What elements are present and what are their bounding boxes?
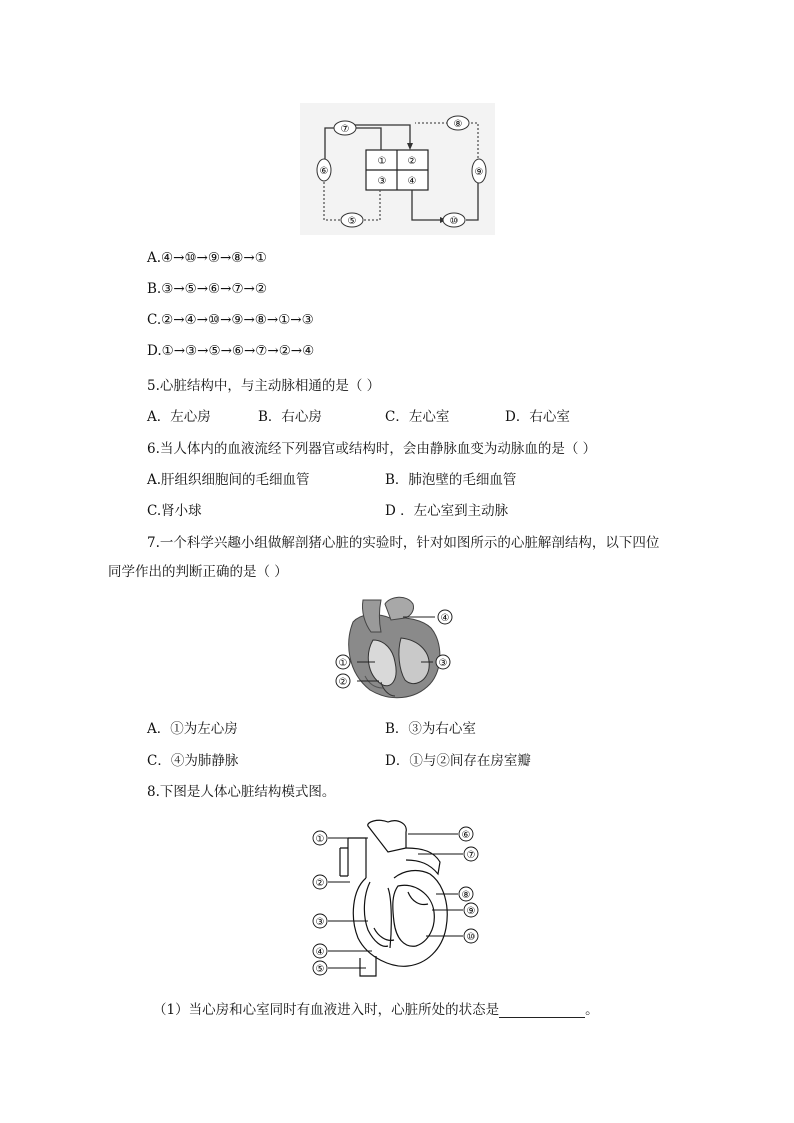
label-3: ③ [377, 176, 387, 187]
q8-sub1-prefix: （1）当心房和心室同时有血液进入时，心脏所处的状态是 [153, 1002, 500, 1018]
struct-label-8: ⑧ [461, 890, 471, 901]
q7-option-d: D．①与②间存在房室瓣 [385, 753, 531, 769]
q5-option-d: D．右心室 [505, 409, 570, 425]
answer-blank[interactable] [499, 1003, 585, 1018]
struct-label-2: ② [315, 878, 325, 889]
q6-option-c: C.肾小球 [147, 503, 202, 519]
q5-option-a: A．左心房 [147, 409, 211, 425]
q8-sub1 [153, 998, 599, 1018]
heart-label-1: ① [338, 658, 348, 669]
q8-sub1-suffix: 。 [585, 1002, 599, 1018]
circulation-diagram [300, 103, 495, 235]
pig-heart-diagram [335, 592, 465, 702]
q4-option-d: D.①→③→⑤→⑥→⑦→②→④ [147, 343, 315, 359]
label-1: ① [377, 156, 387, 167]
label-5: ⑤ [347, 216, 357, 227]
heart-label-2: ② [338, 677, 348, 688]
struct-label-1: ① [315, 834, 325, 845]
q6-option-a: A.肝组织细胞间的毛细血管 [147, 472, 310, 488]
q7-option-c: C．④为肺静脉 [147, 753, 239, 769]
label-8: ⑧ [453, 119, 463, 130]
q6-option-d: D ．左心室到主动脉 [385, 503, 509, 519]
q6-stem: 6.当人体内的血液流经下列器官或结构时，会由静脉血变为动脉血的是（ ） [147, 441, 597, 457]
label-6: ⑥ [319, 166, 329, 177]
heart-label-4: ④ [440, 613, 450, 624]
q4-option-b: B.③→⑤→⑥→⑦→② [147, 281, 267, 297]
struct-label-9: ⑨ [466, 906, 476, 917]
struct-label-10: ⑩ [466, 932, 476, 943]
q7-stem-line1: 7.一个科学兴趣小组做解剖猪心脏的实验时，针对如图所示的心脏解剖结构，以下四位 [147, 535, 660, 551]
heart-label-3: ③ [438, 658, 448, 669]
label-10: ⑩ [449, 216, 459, 227]
label-2: ② [407, 156, 417, 167]
label-9: ⑨ [474, 167, 484, 178]
q4-option-c: C.②→④→⑩→⑨→⑧→①→③ [147, 312, 314, 328]
struct-label-4: ④ [315, 947, 325, 958]
struct-label-7: ⑦ [466, 850, 476, 861]
label-7: ⑦ [340, 124, 350, 135]
heart-structure-diagram [308, 818, 488, 978]
struct-label-5: ⑤ [315, 964, 325, 975]
q5-option-b: B．右心房 [258, 409, 322, 425]
q5-option-c: C．左心室 [385, 409, 450, 425]
q5-stem: 5.心脏结构中，与主动脉相通的是（ ） [147, 378, 381, 394]
q4-option-a: A.④→⑩→⑨→⑧→① [147, 250, 267, 266]
q6-option-b: B．肺泡壁的毛细血管 [385, 472, 517, 488]
q7-stem-line2: 同学作出的判断正确的是（ ） [108, 564, 288, 580]
q7-option-b: B．③为右心室 [385, 721, 476, 737]
q8-stem: 8.下图是人体心脏结构模式图。 [147, 784, 336, 800]
struct-label-3: ③ [315, 917, 325, 928]
q7-option-a: A．①为左心房 [147, 721, 238, 737]
label-4: ④ [407, 176, 417, 187]
struct-label-6: ⑥ [461, 830, 471, 841]
